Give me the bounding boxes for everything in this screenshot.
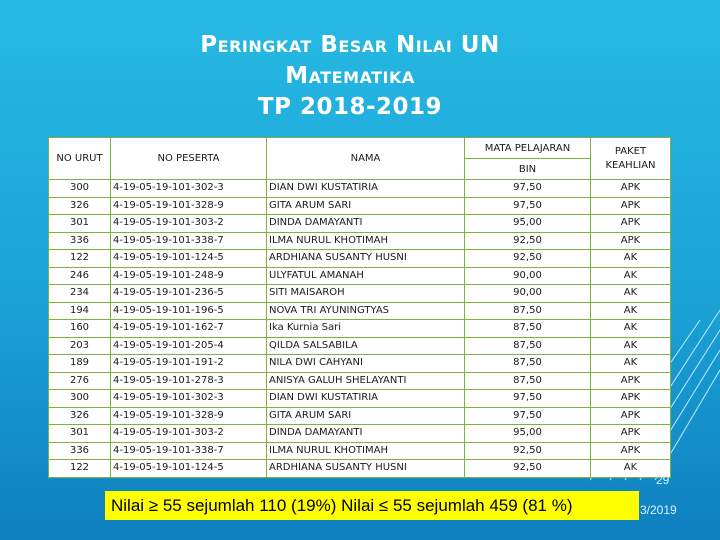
table-row bbox=[49, 285, 671, 303]
table-row bbox=[49, 180, 671, 198]
cell-nilai: 97,50 bbox=[465, 197, 591, 215]
cell-nama: ILMA NURUL KHOTIMAH bbox=[267, 442, 465, 460]
cell-no-urut: 300 bbox=[49, 390, 111, 408]
cell-paket: APK bbox=[591, 180, 671, 198]
cell-no-urut: 276 bbox=[49, 372, 111, 390]
table-row bbox=[49, 302, 671, 320]
table-row bbox=[49, 442, 671, 460]
cell-no-peserta: 4-19-05-19-101-205-4 bbox=[111, 337, 267, 355]
header-no-peserta: NO PESERTA bbox=[111, 138, 267, 180]
table-row bbox=[49, 267, 671, 285]
cell-nilai: 92,50 bbox=[465, 460, 591, 478]
cell-paket: APK bbox=[591, 390, 671, 408]
cell-paket: APK bbox=[591, 232, 671, 250]
cell-paket: AK bbox=[591, 355, 671, 373]
cell-no-urut: 194 bbox=[49, 302, 111, 320]
cell-no-peserta: 4-19-05-19-101-162-7 bbox=[111, 320, 267, 338]
table-row bbox=[49, 372, 671, 390]
table-row bbox=[49, 407, 671, 425]
cell-nilai: 90,00 bbox=[465, 267, 591, 285]
cell-no-urut: 234 bbox=[49, 285, 111, 303]
table-row bbox=[49, 250, 671, 268]
cell-no-peserta: 4-19-05-19-101-191-2 bbox=[111, 355, 267, 373]
cell-no-urut: 326 bbox=[49, 407, 111, 425]
cell-paket: APK bbox=[591, 372, 671, 390]
cell-no-peserta: 4-19-05-19-101-124-5 bbox=[111, 250, 267, 268]
table-row bbox=[49, 390, 671, 408]
cell-nama: QILDA SALSABILA bbox=[267, 337, 465, 355]
summary-banner: Nilai ≥ 55 sejumlah 110 (19%) Nilai ≤ 55 sejumlah 459 (81 %) bbox=[105, 491, 639, 520]
cell-no-peserta: 4-19-05-19-101-278-3 bbox=[111, 372, 267, 390]
cell-no-peserta: 4-19-05-19-101-328-9 bbox=[111, 197, 267, 215]
header-bin: BIN bbox=[465, 159, 591, 180]
cell-nama: ULYFATUL AMANAH bbox=[267, 267, 465, 285]
ranking-table-container bbox=[48, 137, 670, 477]
cell-nilai: 92,50 bbox=[465, 250, 591, 268]
cell-nama: ARDHIANA SUSANTY HUSNI bbox=[267, 250, 465, 268]
cell-nilai: 97,50 bbox=[465, 390, 591, 408]
table-row bbox=[49, 197, 671, 215]
table-row bbox=[49, 460, 671, 478]
page-number: 29 bbox=[656, 473, 670, 487]
cell-nama: GITA ARUM SARI bbox=[267, 407, 465, 425]
cell-no-urut: 246 bbox=[49, 267, 111, 285]
cell-nilai: 95,00 bbox=[465, 215, 591, 233]
cell-nama: ANISYA GALUH SHELAYANTI bbox=[267, 372, 465, 390]
cell-no-urut: 189 bbox=[49, 355, 111, 373]
cell-nilai: 95,00 bbox=[465, 425, 591, 443]
cell-paket: AK bbox=[591, 285, 671, 303]
ranking-table bbox=[48, 137, 671, 478]
cell-paket: AK bbox=[591, 250, 671, 268]
slide-title bbox=[0, 30, 700, 123]
cell-no-urut: 301 bbox=[49, 215, 111, 233]
cell-no-peserta: 4-19-05-19-101-248-9 bbox=[111, 267, 267, 285]
cell-paket: APK bbox=[591, 197, 671, 215]
cell-paket: APK bbox=[591, 425, 671, 443]
cell-no-urut: 326 bbox=[49, 197, 111, 215]
cell-nama: Ika Kurnia Sari bbox=[267, 320, 465, 338]
cell-nama: ILMA NURUL KHOTIMAH bbox=[267, 232, 465, 250]
cell-paket: AK bbox=[591, 320, 671, 338]
cell-nama: GITA ARUM SARI bbox=[267, 197, 465, 215]
title-line-3: TP 2018-2019 bbox=[257, 94, 443, 120]
table-row bbox=[49, 425, 671, 443]
table-body bbox=[49, 180, 671, 478]
cell-paket: AK bbox=[591, 337, 671, 355]
header-no-urut: NO URUT bbox=[49, 138, 111, 180]
header-nama: NAMA bbox=[267, 138, 465, 180]
cell-nilai: 87,50 bbox=[465, 355, 591, 373]
footer-date: 3/2019 bbox=[640, 503, 677, 517]
cell-nilai: 87,50 bbox=[465, 372, 591, 390]
cell-nama: ARDHIANA SUSANTY HUSNI bbox=[267, 460, 465, 478]
cell-no-peserta: 4-19-05-19-101-303-2 bbox=[111, 425, 267, 443]
title-line-2: Matematika bbox=[285, 63, 415, 89]
cell-no-peserta: 4-19-05-19-101-124-5 bbox=[111, 460, 267, 478]
cell-no-urut: 336 bbox=[49, 442, 111, 460]
cell-no-peserta: 4-19-05-19-101-196-5 bbox=[111, 302, 267, 320]
cell-nilai: 87,50 bbox=[465, 337, 591, 355]
cell-no-urut: 122 bbox=[49, 250, 111, 268]
cell-paket: AK bbox=[591, 267, 671, 285]
table-row bbox=[49, 215, 671, 233]
cell-no-peserta: 4-19-05-19-101-328-9 bbox=[111, 407, 267, 425]
cell-nilai: 92,50 bbox=[465, 232, 591, 250]
cell-no-peserta: 4-19-05-19-101-338-7 bbox=[111, 232, 267, 250]
cell-no-peserta: 4-19-05-19-101-302-3 bbox=[111, 390, 267, 408]
cell-paket: APK bbox=[591, 407, 671, 425]
table-row bbox=[49, 320, 671, 338]
cell-nilai: 97,50 bbox=[465, 407, 591, 425]
cell-nama: SITI MAISAROH bbox=[267, 285, 465, 303]
cell-paket: AK bbox=[591, 460, 671, 478]
table-row bbox=[49, 355, 671, 373]
cell-paket: AK bbox=[591, 302, 671, 320]
cell-paket: APK bbox=[591, 442, 671, 460]
cell-no-peserta: 4-19-05-19-101-303-2 bbox=[111, 215, 267, 233]
cell-nama: DINDA DAMAYANTI bbox=[267, 215, 465, 233]
cell-no-urut: 122 bbox=[49, 460, 111, 478]
cell-no-peserta: 4-19-05-19-101-236-5 bbox=[111, 285, 267, 303]
cell-no-urut: 300 bbox=[49, 180, 111, 198]
cell-paket: APK bbox=[591, 215, 671, 233]
cell-no-peserta: 4-19-05-19-101-338-7 bbox=[111, 442, 267, 460]
cell-no-urut: 203 bbox=[49, 337, 111, 355]
cell-nama: DIAN DWI KUSTATIRIA bbox=[267, 390, 465, 408]
cell-nama: NOVA TRI AYUNINGTYAS bbox=[267, 302, 465, 320]
cell-nama: NILA DWI CAHYANI bbox=[267, 355, 465, 373]
header-paket-keahlian: PAKET KEAHLIAN bbox=[591, 138, 671, 180]
cell-nilai: 92,50 bbox=[465, 442, 591, 460]
cell-no-urut: 336 bbox=[49, 232, 111, 250]
cell-no-urut: 301 bbox=[49, 425, 111, 443]
cell-nama: DINDA DAMAYANTI bbox=[267, 425, 465, 443]
cell-nilai: 90,00 bbox=[465, 285, 591, 303]
title-line-1: Peringkat Besar Nilai UN bbox=[200, 32, 500, 58]
cell-nilai: 87,50 bbox=[465, 302, 591, 320]
cell-no-urut: 160 bbox=[49, 320, 111, 338]
cell-nama: DIAN DWI KUSTATIRIA bbox=[267, 180, 465, 198]
cell-nilai: 87,50 bbox=[465, 320, 591, 338]
cell-nilai: 97,50 bbox=[465, 180, 591, 198]
cell-no-peserta: 4-19-05-19-101-302-3 bbox=[111, 180, 267, 198]
table-row bbox=[49, 232, 671, 250]
header-mata-pelajaran: MATA PELAJARAN bbox=[465, 138, 591, 159]
table-row bbox=[49, 337, 671, 355]
